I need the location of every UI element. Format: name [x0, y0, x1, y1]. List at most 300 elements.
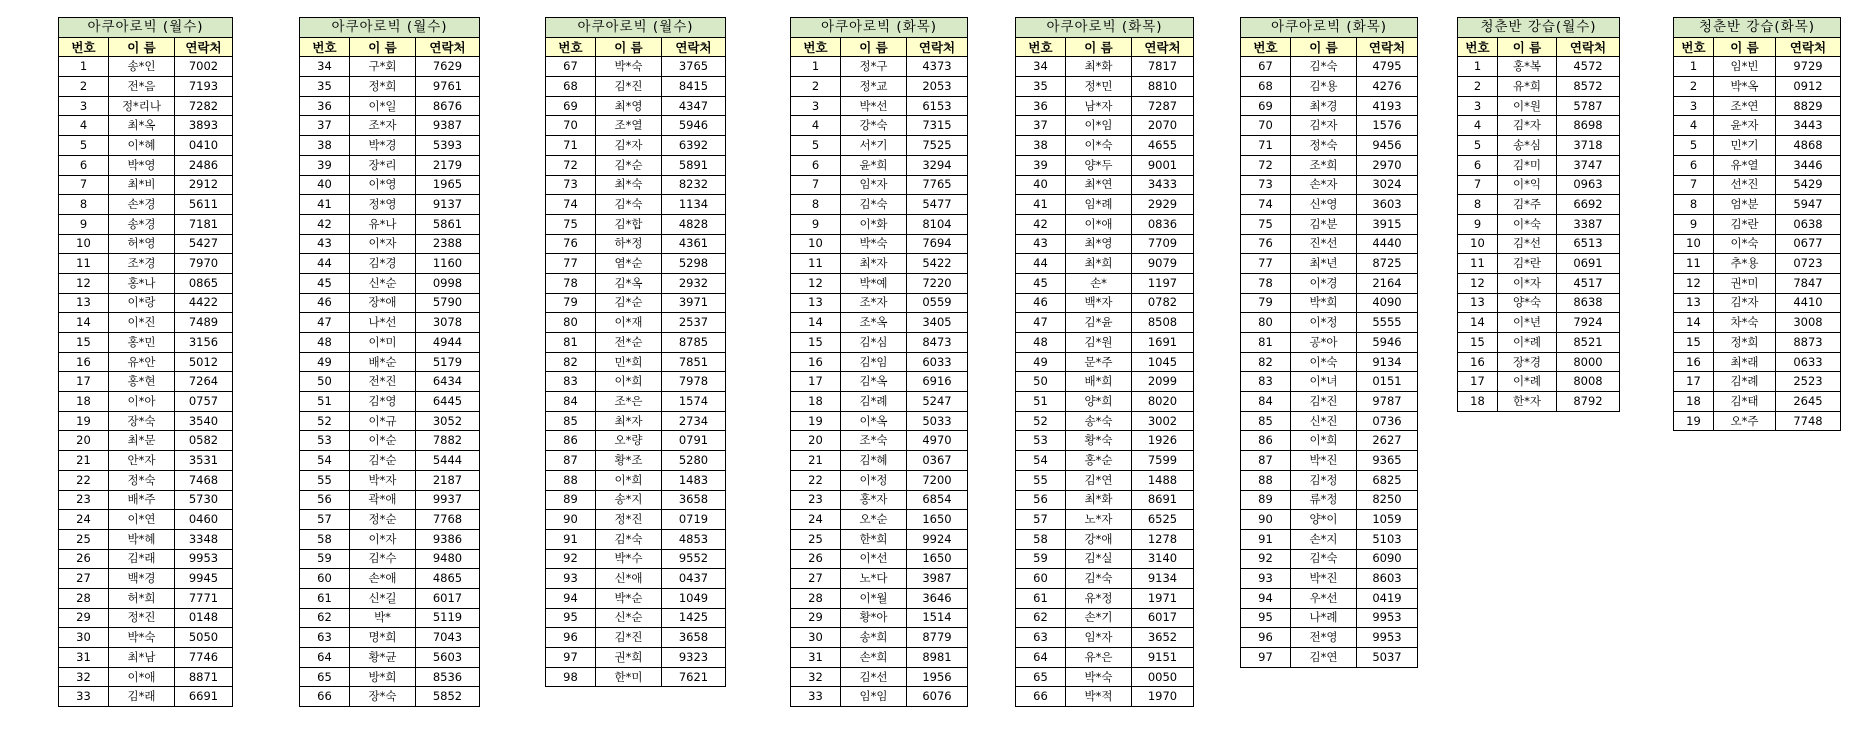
- table-row: [791, 136, 968, 156]
- name-cell: 전*순: [596, 333, 662, 353]
- contact-cell: 8676: [416, 96, 480, 116]
- name-cell: 조*은: [596, 392, 662, 412]
- number-cell: 31: [791, 648, 841, 668]
- header-number: 번호: [1674, 37, 1714, 57]
- table-row: [791, 667, 968, 687]
- table-header-row: [791, 37, 968, 57]
- name-cell: 정*숙: [109, 470, 175, 490]
- contact-cell: 0419: [1357, 588, 1418, 608]
- table-row: [1458, 214, 1620, 234]
- contact-cell: 2486: [175, 155, 233, 175]
- table-row: [1241, 273, 1418, 293]
- name-cell: 김*혜: [841, 451, 907, 471]
- number-cell: 77: [1241, 254, 1291, 274]
- roster-table-2: [299, 17, 480, 707]
- contact-cell: 4828: [662, 214, 726, 234]
- table-row: [300, 333, 480, 353]
- contact-cell: 5050: [175, 628, 233, 648]
- table-row: [791, 155, 968, 175]
- name-cell: 양*두: [1066, 155, 1132, 175]
- contact-cell: 8250: [1357, 490, 1418, 510]
- table-row: [1458, 313, 1620, 333]
- contact-cell: 5298: [662, 254, 726, 274]
- table-row: [59, 254, 233, 274]
- number-cell: 43: [300, 234, 350, 254]
- number-cell: 1: [1458, 57, 1498, 77]
- name-cell: 윤*자: [1714, 116, 1776, 136]
- number-cell: 90: [1241, 510, 1291, 530]
- contact-cell: 9953: [1357, 608, 1418, 628]
- contact-cell: 1483: [662, 470, 726, 490]
- contact-cell: 8536: [416, 667, 480, 687]
- number-cell: 8: [1458, 195, 1498, 215]
- table-row: [300, 569, 480, 589]
- contact-cell: 8521: [1557, 333, 1620, 353]
- table-title: 청춘반 강습(월수): [1458, 18, 1620, 38]
- contact-cell: 9953: [175, 549, 233, 569]
- name-cell: 오*량: [596, 431, 662, 451]
- name-cell: 최*년: [1291, 254, 1357, 274]
- number-cell: 41: [1016, 195, 1066, 215]
- number-cell: 95: [546, 608, 596, 628]
- table-row: [300, 588, 480, 608]
- name-cell: 노*자: [1066, 510, 1132, 530]
- contact-cell: 7978: [662, 372, 726, 392]
- table-row: [300, 273, 480, 293]
- table-title-row: [546, 18, 726, 38]
- name-cell: 박*자: [350, 470, 416, 490]
- table-row: [1016, 431, 1194, 451]
- table-row: [1016, 333, 1194, 353]
- name-cell: 조*열: [596, 116, 662, 136]
- name-cell: 김*옥: [841, 372, 907, 392]
- table-row: [1674, 313, 1841, 333]
- header-name: 이 름: [1498, 37, 1557, 57]
- number-cell: 27: [791, 569, 841, 589]
- header-name: 이 름: [350, 37, 416, 57]
- number-cell: 97: [1241, 648, 1291, 668]
- table-row: [59, 116, 233, 136]
- contact-cell: 4655: [1132, 136, 1194, 156]
- name-cell: 최*래: [1714, 352, 1776, 372]
- table-row: [300, 470, 480, 490]
- name-cell: 진*선: [1291, 234, 1357, 254]
- table-row: [1016, 293, 1194, 313]
- number-cell: 9: [1458, 214, 1498, 234]
- contact-cell: 7970: [175, 254, 233, 274]
- contact-cell: 3971: [662, 293, 726, 313]
- number-cell: 23: [59, 490, 109, 510]
- contact-cell: 9945: [175, 569, 233, 589]
- name-cell: 백*자: [1066, 293, 1132, 313]
- table-row: [1674, 411, 1841, 431]
- contact-cell: 3405: [907, 313, 968, 333]
- table-row: [59, 628, 233, 648]
- number-cell: 59: [300, 549, 350, 569]
- table-row: [1016, 195, 1194, 215]
- table-row: [300, 155, 480, 175]
- table-row: [1458, 372, 1620, 392]
- table-row: [1674, 136, 1841, 156]
- table-row: [546, 116, 726, 136]
- table-row: [1016, 470, 1194, 490]
- number-cell: 72: [1241, 155, 1291, 175]
- number-cell: 40: [300, 175, 350, 195]
- table-row: [1241, 254, 1418, 274]
- table-row: [1241, 96, 1418, 116]
- table-row: [1016, 608, 1194, 628]
- number-cell: 43: [1016, 234, 1066, 254]
- contact-cell: 9387: [416, 116, 480, 136]
- contact-cell: 4347: [662, 96, 726, 116]
- table-row: [1016, 411, 1194, 431]
- name-cell: 정*민: [1066, 77, 1132, 97]
- contact-cell: 4361: [662, 234, 726, 254]
- number-cell: 11: [791, 254, 841, 274]
- table-row: [1241, 313, 1418, 333]
- table-row: [1016, 490, 1194, 510]
- contact-cell: 2537: [662, 313, 726, 333]
- contact-cell: 7489: [175, 313, 233, 333]
- number-cell: 10: [59, 234, 109, 254]
- contact-cell: 6392: [662, 136, 726, 156]
- contact-cell: 8785: [662, 333, 726, 353]
- number-cell: 91: [1241, 529, 1291, 549]
- contact-cell: 5037: [1357, 648, 1418, 668]
- header-name: 이 름: [841, 37, 907, 57]
- number-cell: 3: [1674, 96, 1714, 116]
- name-cell: 손*지: [1291, 529, 1357, 549]
- table-title: 아쿠아로빅 (화목): [791, 18, 968, 38]
- contact-cell: 3140: [1132, 549, 1194, 569]
- table-row: [546, 549, 726, 569]
- header-contact: 연락처: [416, 37, 480, 57]
- name-cell: 신*순: [596, 608, 662, 628]
- number-cell: 62: [300, 608, 350, 628]
- table-row: [546, 313, 726, 333]
- number-cell: 83: [1241, 372, 1291, 392]
- name-cell: 박*숙: [1066, 667, 1132, 687]
- contact-cell: 0912: [1776, 77, 1841, 97]
- table-title-row: [1241, 18, 1418, 38]
- table-row: [59, 234, 233, 254]
- number-cell: 15: [791, 333, 841, 353]
- name-cell: 정*리나: [109, 96, 175, 116]
- name-cell: 백*경: [109, 569, 175, 589]
- number-cell: 19: [791, 411, 841, 431]
- contact-cell: 6017: [416, 588, 480, 608]
- roster-table-7: [1457, 17, 1620, 412]
- contact-cell: 6033: [907, 352, 968, 372]
- number-cell: 54: [1016, 451, 1066, 471]
- name-cell: 김*태: [1714, 392, 1776, 412]
- name-cell: 최*영: [596, 96, 662, 116]
- number-cell: 33: [791, 687, 841, 707]
- name-cell: 김*순: [596, 293, 662, 313]
- contact-cell: 1956: [907, 667, 968, 687]
- number-cell: 50: [1016, 372, 1066, 392]
- table-row: [546, 96, 726, 116]
- contact-cell: 6076: [907, 687, 968, 707]
- contact-cell: 4373: [907, 57, 968, 77]
- number-cell: 2: [1674, 77, 1714, 97]
- name-cell: 이*진: [109, 313, 175, 333]
- table-row: [791, 490, 968, 510]
- table-row: [791, 529, 968, 549]
- number-cell: 86: [546, 431, 596, 451]
- contact-cell: 1650: [907, 549, 968, 569]
- table-row: [1674, 57, 1841, 77]
- table-row: [1016, 155, 1194, 175]
- table-row: [1241, 195, 1418, 215]
- number-cell: 32: [59, 667, 109, 687]
- contact-cell: 7768: [416, 510, 480, 530]
- number-cell: 28: [791, 588, 841, 608]
- table-row: [300, 431, 480, 451]
- contact-cell: 4090: [1357, 293, 1418, 313]
- name-cell: 신*애: [596, 569, 662, 589]
- table-header-row: [1016, 37, 1194, 57]
- name-cell: 조*자: [350, 116, 416, 136]
- number-cell: 67: [1241, 57, 1291, 77]
- contact-cell: 4440: [1357, 234, 1418, 254]
- number-cell: 19: [1674, 411, 1714, 431]
- number-cell: 94: [546, 588, 596, 608]
- name-cell: 김*진: [1291, 392, 1357, 412]
- number-cell: 25: [791, 529, 841, 549]
- contact-cell: 2164: [1357, 273, 1418, 293]
- header-contact: 연락처: [1776, 37, 1841, 57]
- name-cell: 김*란: [1714, 214, 1776, 234]
- number-cell: 80: [1241, 313, 1291, 333]
- number-cell: 22: [791, 470, 841, 490]
- contact-cell: 3052: [416, 411, 480, 431]
- table-row: [791, 116, 968, 136]
- contact-cell: 6090: [1357, 549, 1418, 569]
- contact-cell: 1514: [907, 608, 968, 628]
- header-contact: 연락처: [907, 37, 968, 57]
- number-cell: 46: [300, 293, 350, 313]
- number-cell: 79: [1241, 293, 1291, 313]
- name-cell: 장*숙: [350, 687, 416, 707]
- number-cell: 1: [1674, 57, 1714, 77]
- contact-cell: 8020: [1132, 392, 1194, 412]
- name-cell: 허*희: [109, 588, 175, 608]
- name-cell: 선*진: [1714, 175, 1776, 195]
- number-cell: 81: [546, 333, 596, 353]
- name-cell: 김*영: [350, 392, 416, 412]
- table-row: [791, 77, 968, 97]
- name-cell: 전*영: [1291, 628, 1357, 648]
- contact-cell: 9729: [1776, 57, 1841, 77]
- contact-cell: 1160: [416, 254, 480, 274]
- contact-cell: 5247: [907, 392, 968, 412]
- table-row: [546, 254, 726, 274]
- header-name: 이 름: [1066, 37, 1132, 57]
- contact-cell: 4865: [416, 569, 480, 589]
- contact-cell: 0963: [1557, 175, 1620, 195]
- contact-cell: 7200: [907, 470, 968, 490]
- name-cell: 엄*분: [1714, 195, 1776, 215]
- contact-cell: 0998: [416, 273, 480, 293]
- contact-cell: 0148: [175, 608, 233, 628]
- name-cell: 양*숙: [1498, 293, 1557, 313]
- contact-cell: 9761: [416, 77, 480, 97]
- contact-cell: 7599: [1132, 451, 1194, 471]
- contact-cell: 7193: [175, 77, 233, 97]
- contact-cell: 2099: [1132, 372, 1194, 392]
- table-row: [59, 175, 233, 195]
- number-cell: 10: [1458, 234, 1498, 254]
- name-cell: 김*숙: [596, 529, 662, 549]
- number-cell: 13: [1674, 293, 1714, 313]
- contact-cell: 1197: [1132, 273, 1194, 293]
- name-cell: 김*미: [1498, 155, 1557, 175]
- number-cell: 74: [1241, 195, 1291, 215]
- number-cell: 15: [59, 333, 109, 353]
- name-cell: 이*애: [109, 667, 175, 687]
- number-cell: 2: [791, 77, 841, 97]
- table-row: [791, 588, 968, 608]
- number-cell: 7: [791, 175, 841, 195]
- name-cell: 김*정: [1291, 470, 1357, 490]
- table-row: [546, 490, 726, 510]
- roster-table-1: [58, 17, 233, 707]
- contact-cell: 3156: [175, 333, 233, 353]
- header-contact: 연락처: [175, 37, 233, 57]
- contact-cell: 1045: [1132, 352, 1194, 372]
- name-cell: 이*선: [841, 549, 907, 569]
- contact-cell: 2932: [662, 273, 726, 293]
- table-row: [1458, 352, 1620, 372]
- table-row: [300, 490, 480, 510]
- header-number: 번호: [1241, 37, 1291, 57]
- number-cell: 15: [1674, 333, 1714, 353]
- contact-cell: 8000: [1557, 352, 1620, 372]
- name-cell: 박*숙: [596, 57, 662, 77]
- table-row: [300, 608, 480, 628]
- name-cell: 이*혜: [109, 136, 175, 156]
- table-title: 아쿠아로빅 (화목): [1241, 18, 1418, 38]
- table-row: [1016, 372, 1194, 392]
- name-cell: 장*애: [350, 293, 416, 313]
- table-row: [59, 411, 233, 431]
- roster-table-6: [1240, 17, 1418, 668]
- table-row: [1241, 549, 1418, 569]
- table-row: [546, 372, 726, 392]
- contact-cell: 9151: [1132, 648, 1194, 668]
- name-cell: 김*선: [1498, 234, 1557, 254]
- contact-cell: 5603: [416, 648, 480, 668]
- table-row: [1016, 392, 1194, 412]
- contact-cell: 5429: [1776, 175, 1841, 195]
- name-cell: 정*진: [109, 608, 175, 628]
- contact-cell: 0723: [1776, 254, 1841, 274]
- header-number: 번호: [300, 37, 350, 57]
- table-row: [1241, 608, 1418, 628]
- number-cell: 10: [1674, 234, 1714, 254]
- number-cell: 25: [59, 529, 109, 549]
- name-cell: 배*희: [1066, 372, 1132, 392]
- table-row: [546, 608, 726, 628]
- number-cell: 66: [1016, 687, 1066, 707]
- contact-cell: 3387: [1557, 214, 1620, 234]
- number-cell: 4: [59, 116, 109, 136]
- contact-cell: 1574: [662, 392, 726, 412]
- table-row: [59, 648, 233, 668]
- name-cell: 조*자: [841, 293, 907, 313]
- contact-cell: 2970: [1357, 155, 1418, 175]
- contact-cell: 8232: [662, 175, 726, 195]
- table-row: [546, 352, 726, 372]
- table-title-row: [1016, 18, 1194, 38]
- number-cell: 58: [300, 529, 350, 549]
- table-title-row: [59, 18, 233, 38]
- contact-cell: 0638: [1776, 214, 1841, 234]
- contact-cell: 1691: [1132, 333, 1194, 353]
- table-row: [1241, 490, 1418, 510]
- contact-cell: 3915: [1357, 214, 1418, 234]
- contact-cell: 6825: [1357, 470, 1418, 490]
- table-row: [1016, 313, 1194, 333]
- name-cell: 손*: [1066, 273, 1132, 293]
- table-row: [59, 431, 233, 451]
- name-cell: 최*문: [109, 431, 175, 451]
- contact-cell: 6445: [416, 392, 480, 412]
- table-row: [59, 588, 233, 608]
- name-cell: 하*정: [596, 234, 662, 254]
- number-cell: 48: [1016, 333, 1066, 353]
- table-row: [546, 470, 726, 490]
- contact-cell: 4868: [1776, 136, 1841, 156]
- table-row: [59, 372, 233, 392]
- contact-cell: 3002: [1132, 411, 1194, 431]
- number-cell: 37: [1016, 116, 1066, 136]
- name-cell: 박*옥: [1714, 77, 1776, 97]
- number-cell: 51: [300, 392, 350, 412]
- name-cell: 이*희: [596, 470, 662, 490]
- number-cell: 7: [1674, 175, 1714, 195]
- number-cell: 88: [546, 470, 596, 490]
- name-cell: 이*례: [1498, 333, 1557, 353]
- table-row: [59, 490, 233, 510]
- table-row: [1674, 254, 1841, 274]
- name-cell: 배*순: [350, 352, 416, 372]
- number-cell: 23: [791, 490, 841, 510]
- name-cell: 신*영: [1291, 195, 1357, 215]
- number-cell: 83: [546, 372, 596, 392]
- number-cell: 13: [59, 293, 109, 313]
- table-row: [791, 392, 968, 412]
- name-cell: 양*희: [1066, 392, 1132, 412]
- number-cell: 39: [1016, 155, 1066, 175]
- name-cell: 정*영: [350, 195, 416, 215]
- contact-cell: 3433: [1132, 175, 1194, 195]
- table-row: [791, 96, 968, 116]
- name-cell: 남*자: [1066, 96, 1132, 116]
- name-cell: 이*원: [1498, 96, 1557, 116]
- name-cell: 박*진: [1291, 569, 1357, 589]
- contact-cell: 5444: [416, 451, 480, 471]
- header-contact: 연락처: [1132, 37, 1194, 57]
- contact-cell: 1488: [1132, 470, 1194, 490]
- name-cell: 박*선: [841, 96, 907, 116]
- number-cell: 14: [791, 313, 841, 333]
- number-cell: 29: [791, 608, 841, 628]
- number-cell: 42: [1016, 214, 1066, 234]
- table-row: [1241, 569, 1418, 589]
- name-cell: 이*숙: [1291, 352, 1357, 372]
